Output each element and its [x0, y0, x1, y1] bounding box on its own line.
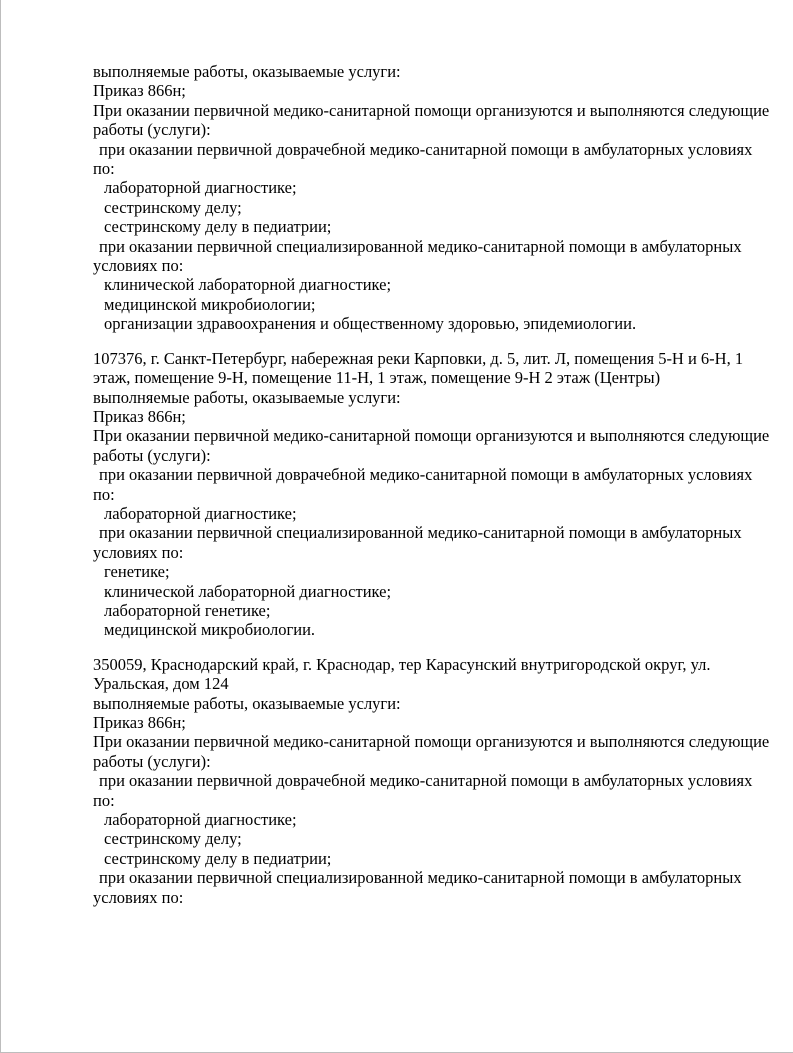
text-line: лабораторной диагностике; — [104, 178, 297, 198]
text-line: Уральская, дом 124 — [93, 674, 229, 694]
text-line: сестринскому делу; — [104, 829, 242, 849]
text-line: условиях по: — [93, 256, 184, 276]
text-line: по: — [93, 484, 115, 504]
text-line: клинической лабораторной диагностике; — [104, 581, 392, 601]
text-line: при оказании первичной доврачебной медико-санитарной помощи в амбулаторных условиях — [99, 139, 753, 159]
text-line: При оказании первичной медико-санитарной помощи организуются и выполняются следующие — [93, 426, 770, 446]
text-line: Приказ 866н; — [93, 406, 186, 426]
text-line: Приказ 866н; — [93, 81, 186, 101]
text-line: по: — [93, 790, 115, 810]
text-line: лабораторной генетике; — [104, 600, 271, 620]
text-line: организации здравоохранения и общественному здоровью, эпидемиологии. — [104, 314, 637, 334]
text-line: при оказании первичной специализированной медико-санитарной помощи в амбулаторных — [99, 236, 742, 256]
text-line: при оказании первичной специализированной медико-санитарной помощи в амбулаторных — [99, 868, 742, 888]
text-line: сестринскому делу; — [104, 197, 242, 217]
text-line: выполняемые работы, оказываемые услуги: — [93, 387, 401, 407]
document-section — [93, 654, 770, 907]
text-line: этаж, помещение 9-Н, помещение 11-Н, 1 этаж, помещение 9-Н 2 этаж (Центры) — [93, 368, 661, 388]
text-line: При оказании первичной медико-санитарной помощи организуются и выполняются следующие — [93, 732, 770, 752]
text-line: сестринскому делу в педиатрии; — [104, 848, 332, 868]
text-line: Приказ 866н; — [93, 713, 186, 732]
text-line: условиях по: — [93, 542, 184, 562]
text-line: по: — [93, 159, 115, 179]
text-line: работы (услуги): — [93, 445, 211, 465]
text-line: При оказании первичной медико-санитарной помощи организуются и выполняются следующие — [93, 100, 770, 120]
text-line: сестринскому делу в педиатрии; — [104, 217, 332, 237]
text-line: работы (услуги): — [93, 751, 211, 771]
text-line: лабораторной диагностике; — [104, 810, 297, 830]
document-section — [93, 62, 770, 334]
text-line: выполняемые работы, оказываемые услуги: — [93, 62, 401, 81]
text-line: при оказании первичной доврачебной медико-санитарной помощи в амбулаторных условиях — [99, 465, 753, 485]
text-line: медицинской микробиологии. — [104, 620, 316, 640]
text-line: работы (услуги): — [93, 120, 211, 140]
text-line: генетике; — [104, 562, 170, 582]
license-works-text — [1, 0, 793, 907]
text-line: выполняемые работы, оказываемые услуги: — [93, 693, 401, 713]
text-line: лабораторной диагностике; — [104, 503, 297, 523]
text-line: медицинской микробиологии; — [104, 294, 316, 314]
text-line: клинической лабораторной диагностике; — [104, 275, 392, 295]
text-line: при оказании первичной специализированной медико-санитарной помощи в амбулаторных — [99, 523, 742, 543]
text-line: 107376, г. Санкт-Петербург, набережная реки Карповки, д. 5, лит. Л, помещения 5-Н и 6-Н, 1 — [93, 348, 744, 368]
text-line: при оказании первичной доврачебной медико-санитарной помощи в амбулаторных условиях — [99, 771, 753, 791]
text-line: 350059, Краснодарский край, г. Краснодар, тер Карасунский внутригородской округ, ул. — [93, 654, 711, 674]
document-section — [93, 348, 770, 640]
text-line: условиях по: — [93, 887, 184, 907]
